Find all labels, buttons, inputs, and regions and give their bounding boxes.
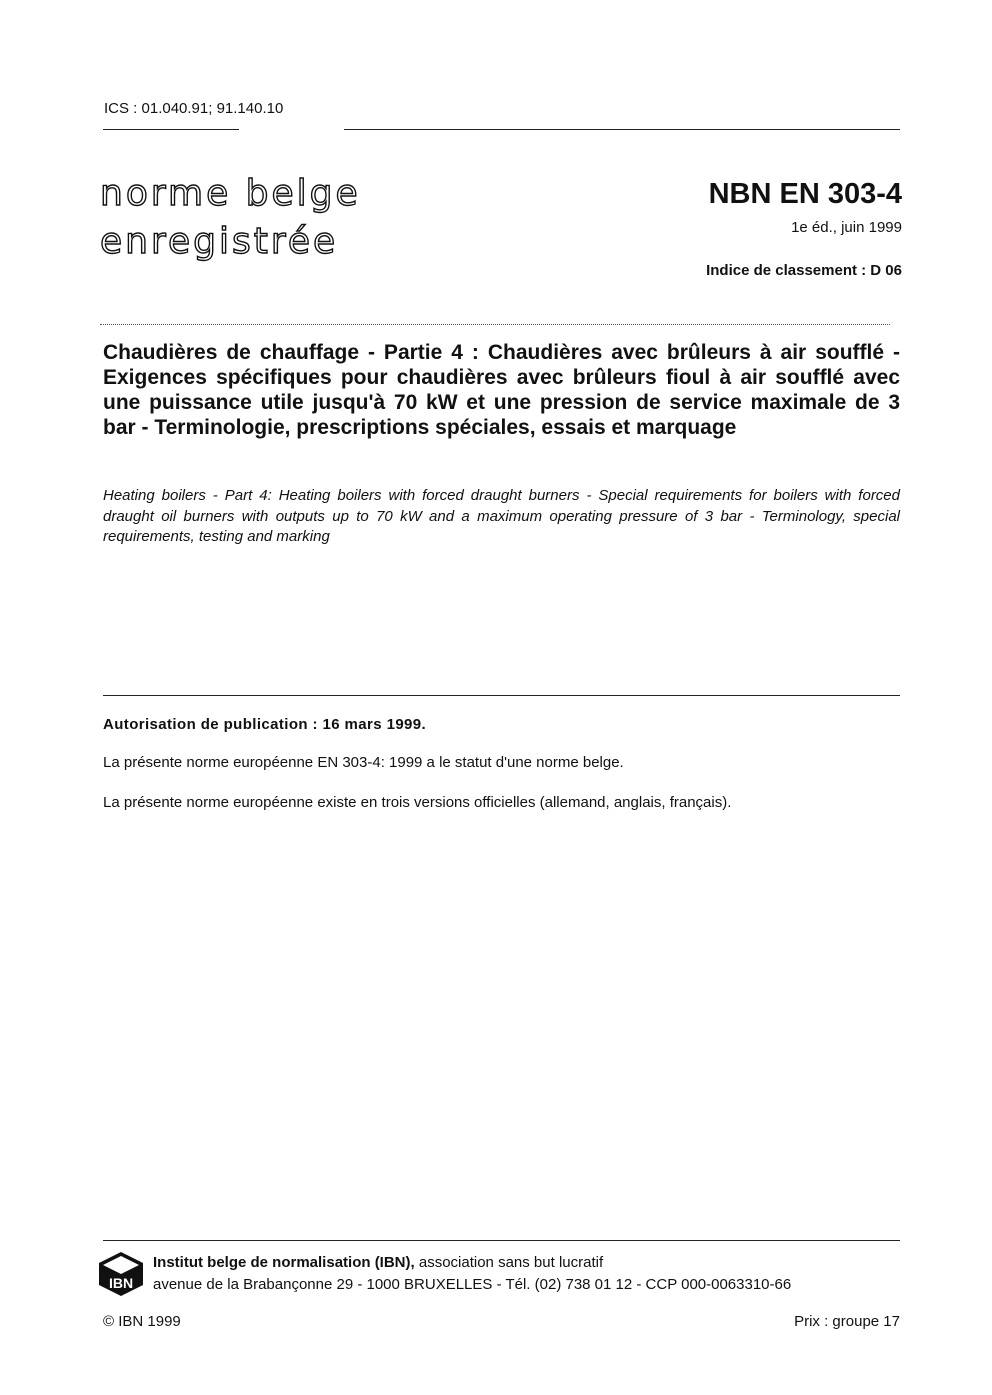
norme-belge-heading: norme belge bbox=[100, 173, 361, 214]
enregistree-heading: enregistrée bbox=[100, 221, 339, 262]
divider-top bbox=[100, 324, 890, 325]
title-english: Heating boilers - Part 4: Heating boilers with forced draught burners - Special requirements for boilers with forced draught oil burners with outputs up to 70 kW and a maximum operating pressure of 3 bar - Terminology, special requirements, testing and marking bbox=[103, 487, 900, 545]
standard-number: NBN EN 303-4 bbox=[708, 178, 902, 210]
price-group: Prix : groupe 17 bbox=[794, 1313, 900, 1330]
institute-address: avenue de la Brabançonne 29 - 1000 BRUXELLES - Tél. (02) 738 01 12 - CCP 000-0063310-66 bbox=[153, 1276, 792, 1293]
versions-paragraph: La présente norme européenne existe en trois versions officielles (allemand, anglais, français). bbox=[103, 794, 732, 811]
edition-date: 1e éd., juin 1999 bbox=[791, 219, 902, 236]
institute-description: association sans but lucratif bbox=[414, 1254, 604, 1271]
divider-middle bbox=[103, 695, 900, 696]
ics-underline bbox=[103, 129, 239, 130]
publication-authorization: Autorisation de publication : 16 mars 1999. bbox=[103, 716, 427, 733]
header-rule bbox=[344, 129, 900, 130]
ibn-logo bbox=[98, 1251, 144, 1297]
title-french: Chaudières de chauffage - Partie 4 : Chaudières avec brûleurs à air soufflé - Exigences spécifiques pour chaudières avec brûleurs fioul à air soufflé avec une puissance utile jusqu'à 70 kW et une pression de service maximale de 3 bar - Terminologie, prescriptions spéciales, essais et marquage bbox=[103, 341, 900, 439]
institute-name: Institut belge de normalisation (IBN), bbox=[153, 1254, 415, 1271]
ics-code: ICS : 01.040.91; 91.140.10 bbox=[104, 100, 284, 117]
statut-paragraph: La présente norme européenne EN 303-4: 1999 a le statut d'une norme belge. bbox=[103, 754, 624, 771]
divider-footer bbox=[103, 1240, 900, 1241]
copyright: © IBN 1999 bbox=[103, 1313, 181, 1330]
ibn-logo-text: IBN bbox=[108, 1275, 134, 1291]
institute-line bbox=[153, 1254, 603, 1271]
classement-index: Indice de classement : D 06 bbox=[706, 262, 902, 279]
